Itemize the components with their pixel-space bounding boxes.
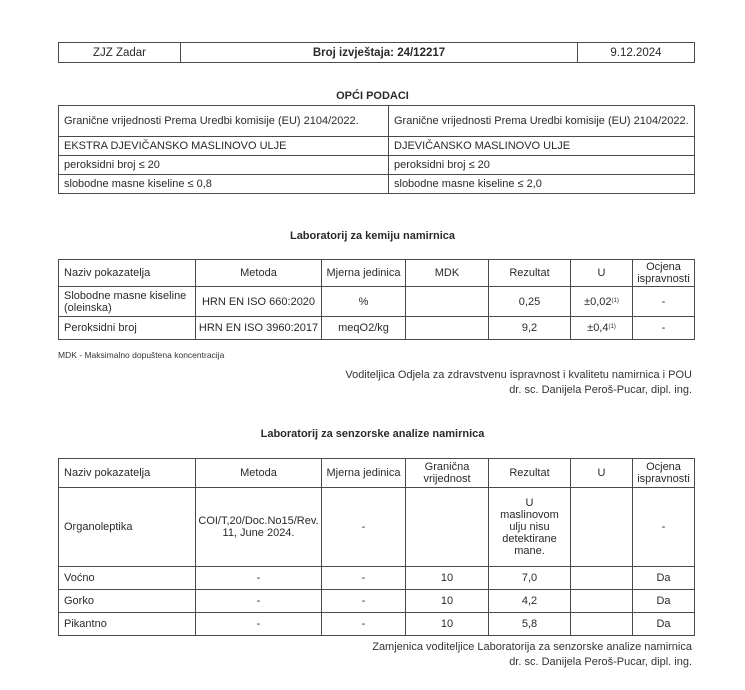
sensory-lab-signature — [372, 640, 692, 670]
table-row — [59, 317, 695, 340]
uncertainty — [571, 287, 633, 317]
result: 0,25 — [489, 287, 571, 317]
method: - — [196, 567, 322, 590]
method: - — [196, 613, 322, 636]
table-row — [59, 137, 695, 156]
chem-lab-title: Laboratorij za kemiju namirnica — [289, 230, 456, 242]
indicator-name: Pikantno — [59, 613, 196, 636]
unit: - — [322, 567, 406, 590]
limit: 10 — [406, 590, 489, 613]
indicator-name: Organoleptika — [59, 488, 196, 567]
col-header-limit: Granična vrijednost — [406, 459, 489, 488]
regulation-virgin: Granične vrijednosti Prema Uredbi komisije (EU) 2104/2022. — [389, 106, 695, 137]
unit: % — [322, 287, 406, 317]
general-data-table — [58, 105, 695, 194]
method: HRN EN ISO 3960:2017 — [196, 317, 322, 340]
unit: - — [322, 488, 406, 567]
unit: meqO2/kg — [322, 317, 406, 340]
uncertainty — [571, 590, 633, 613]
table-row — [59, 156, 695, 175]
rating: - — [633, 287, 695, 317]
col-header-name: Naziv pokazatelja — [59, 459, 196, 488]
report-header-table — [58, 42, 695, 63]
peroxide-limit-virgin: peroksidni broj ≤ 20 — [389, 156, 695, 175]
result: 7,0 — [489, 567, 571, 590]
indicator-name: Gorko — [59, 590, 196, 613]
rating: Da — [633, 567, 695, 590]
col-header-result: Rezultat — [489, 260, 571, 287]
mdk — [406, 287, 489, 317]
indicator-name: Voćno — [59, 567, 196, 590]
indicator-name: Peroksidni broj — [59, 317, 196, 340]
signature-role: Voditeljica Odjela za zdravstvenu ispravnost i kvalitetu namirnica i POU — [345, 369, 692, 381]
ffa-limit-virgin: slobodne masne kiseline ≤ 2,0 — [389, 175, 695, 194]
col-header-method: Metoda — [196, 459, 322, 488]
table-row — [59, 590, 695, 613]
limit: 10 — [406, 567, 489, 590]
col-header-u: U — [571, 459, 633, 488]
col-header-rating: Ocjena ispravnosti — [633, 459, 695, 488]
report-number: Broj izvještaja: 24/12217 — [181, 43, 578, 63]
table-row — [59, 613, 695, 636]
general-section-title: OPĆI PODACI — [336, 90, 409, 102]
category-virgin: DJEVIČANSKO MASLINOVO ULJE — [389, 137, 695, 156]
col-header-mdk: MDK — [406, 260, 489, 287]
method: HRN EN ISO 660:2020 — [196, 287, 322, 317]
uncertainty-value: ±0,02 — [584, 295, 612, 308]
indicator-name: Slobodne masne kiseline (oleinska) — [59, 287, 196, 317]
uncertainty — [571, 613, 633, 636]
col-header-method: Metoda — [196, 260, 322, 287]
uncertainty — [571, 488, 633, 567]
rating: - — [633, 317, 695, 340]
result: 4,2 — [489, 590, 571, 613]
method: COI/T,20/Doc.No15/Rev. 11, June 2024. — [196, 488, 322, 567]
limit — [406, 488, 489, 567]
col-header-u: U — [571, 260, 633, 287]
method: - — [196, 590, 322, 613]
mdk — [406, 317, 489, 340]
col-header-unit: Mjerna jedinica — [322, 459, 406, 488]
result: U maslinovom ulju nisu detektirane mane. — [489, 488, 571, 567]
sensory-lab-table — [58, 458, 695, 636]
category-extra-virgin: EKSTRA DJEVIČANSKO MASLINOVO ULJE — [59, 137, 389, 156]
footnote-marker: (1) — [611, 297, 619, 304]
uncertainty — [571, 317, 633, 340]
institution-name: ZJZ Zadar — [59, 43, 181, 63]
table-header-row — [59, 260, 695, 287]
ffa-limit-extra-virgin: slobodne masne kiseline ≤ 0,8 — [59, 175, 389, 194]
col-header-result: Rezultat — [489, 459, 571, 488]
sensory-lab-title: Laboratorij za senzorske analize namirnica — [260, 428, 485, 440]
unit: - — [322, 613, 406, 636]
rating: - — [633, 488, 695, 567]
chem-lab-signature — [345, 368, 692, 398]
signature-name: dr. sc. Danijela Peroš-Pucar, dipl. ing. — [509, 656, 692, 668]
table-row — [59, 106, 695, 137]
mdk-footnote: MDK - Maksimalno dopuštena koncentracija — [58, 350, 225, 360]
rating: Da — [633, 590, 695, 613]
result: 5,8 — [489, 613, 571, 636]
table-header-row — [59, 459, 695, 488]
chem-lab-table — [58, 259, 695, 340]
col-header-unit: Mjerna jedinica — [322, 260, 406, 287]
signature-role: Zamjenica voditeljice Laboratorija za senzorske analize namirnica — [372, 641, 692, 653]
peroxide-limit-extra-virgin: peroksidni broj ≤ 20 — [59, 156, 389, 175]
table-row — [59, 175, 695, 194]
table-row — [59, 567, 695, 590]
table-row — [59, 488, 695, 567]
col-header-name: Naziv pokazatelja — [59, 260, 196, 287]
limit: 10 — [406, 613, 489, 636]
rating: Da — [633, 613, 695, 636]
signature-name: dr. sc. Danijela Peroš-Pucar, dipl. ing. — [509, 384, 692, 396]
uncertainty-value: ±0,4 — [587, 322, 609, 334]
col-header-rating: Ocjena ispravnosti — [633, 260, 695, 287]
unit: - — [322, 590, 406, 613]
report-date: 9.12.2024 — [578, 43, 695, 63]
uncertainty — [571, 567, 633, 590]
table-row — [59, 287, 695, 317]
footnote-marker: (1) — [608, 324, 616, 330]
result: 9,2 — [489, 317, 571, 340]
regulation-extra-virgin: Granične vrijednosti Prema Uredbi komisije (EU) 2104/2022. — [59, 106, 389, 137]
